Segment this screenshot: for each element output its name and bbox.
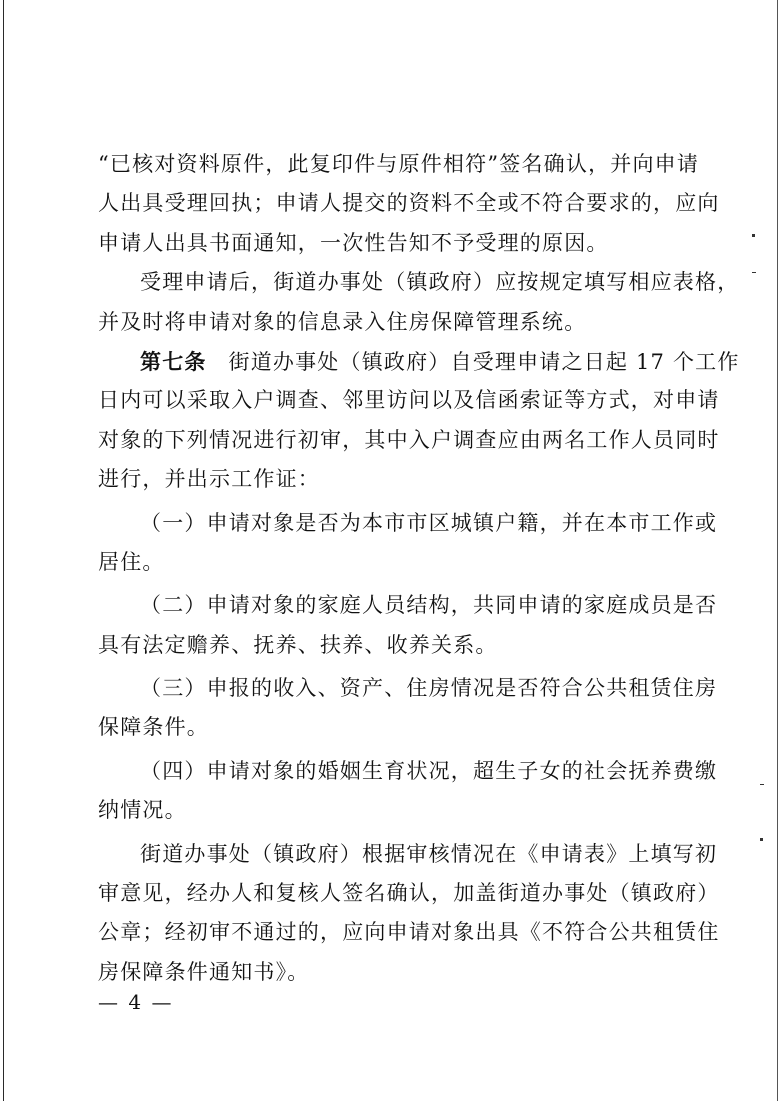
scan-edge-left (3, 0, 4, 1101)
scan-speck (752, 234, 755, 237)
text-line: 审意见，经办人和复核人签名确认，加盖街道办事处（镇政府） (98, 881, 720, 906)
scan-edge-right (777, 0, 778, 1101)
list-item-3: （三）申报的收入、资产、住房情况是否符合公共租赁住房 (140, 676, 718, 701)
article-7-first-line (98, 342, 740, 381)
scan-speck (760, 784, 764, 785)
page-number: — 4 — (98, 990, 174, 1014)
list-item-4: （四）申请对象的婚姻生育状况，超生子女的社会抚养费缴 (140, 758, 718, 783)
scan-speck (760, 838, 763, 841)
list-item-1: （一）申请对象是否为本市市区城镇户籍，并在本市工作或 (140, 510, 718, 535)
text-line: 对象的下列情况进行初审，其中入户调查应由两名工作人员同时 (98, 427, 720, 452)
text-line: 房保障条件通知书》。 (98, 959, 310, 984)
list-item-3-cont: 保障条件。 (98, 715, 209, 740)
paragraph-first-line: 受理申请后，街道办事处（镇政府）应按规定填写相应表格， (140, 270, 740, 295)
text-line: 进行，并出示工作证： (98, 467, 320, 492)
article-text: 街道办事处（镇政府）自受理申请之日起 17 个工作 (228, 349, 740, 374)
list-item-1-cont: 居住。 (98, 549, 165, 574)
text-line: “已核对资料原件，此复印件与原件相符”签名确认，并向申请 (98, 152, 700, 176)
document-body (98, 145, 740, 992)
text-line: 公章；经初审不通过的，应向申请对象出具《不符合公共租赁住 (98, 920, 720, 945)
list-item-2: （二）申请对象的家庭人员结构，共同申请的家庭成员是否 (140, 593, 718, 618)
text-line: 并及时将申请对象的信息录入住房保障管理系统。 (98, 309, 587, 334)
list-item-2-cont: 具有法定赡养、抚养、扶养、收养关系。 (98, 632, 498, 657)
text-line: 人出具受理回执；申请人提交的资料不全或不符合要求的，应向 (98, 191, 720, 216)
article-heading: 第七条 (140, 348, 207, 374)
scan-speck (752, 272, 756, 273)
paragraph-first-line: 街道办事处（镇政府）根据审核情况在《申请表》上填写初 (140, 841, 718, 866)
text-line: 申请人出具书面通知，一次性告知不予受理的原因。 (98, 230, 609, 255)
list-item-4-cont: 纳情况。 (98, 798, 187, 823)
text-line: 日内可以采取入户调查、邻里访问以及信函索证等方式，对申请 (98, 388, 720, 413)
